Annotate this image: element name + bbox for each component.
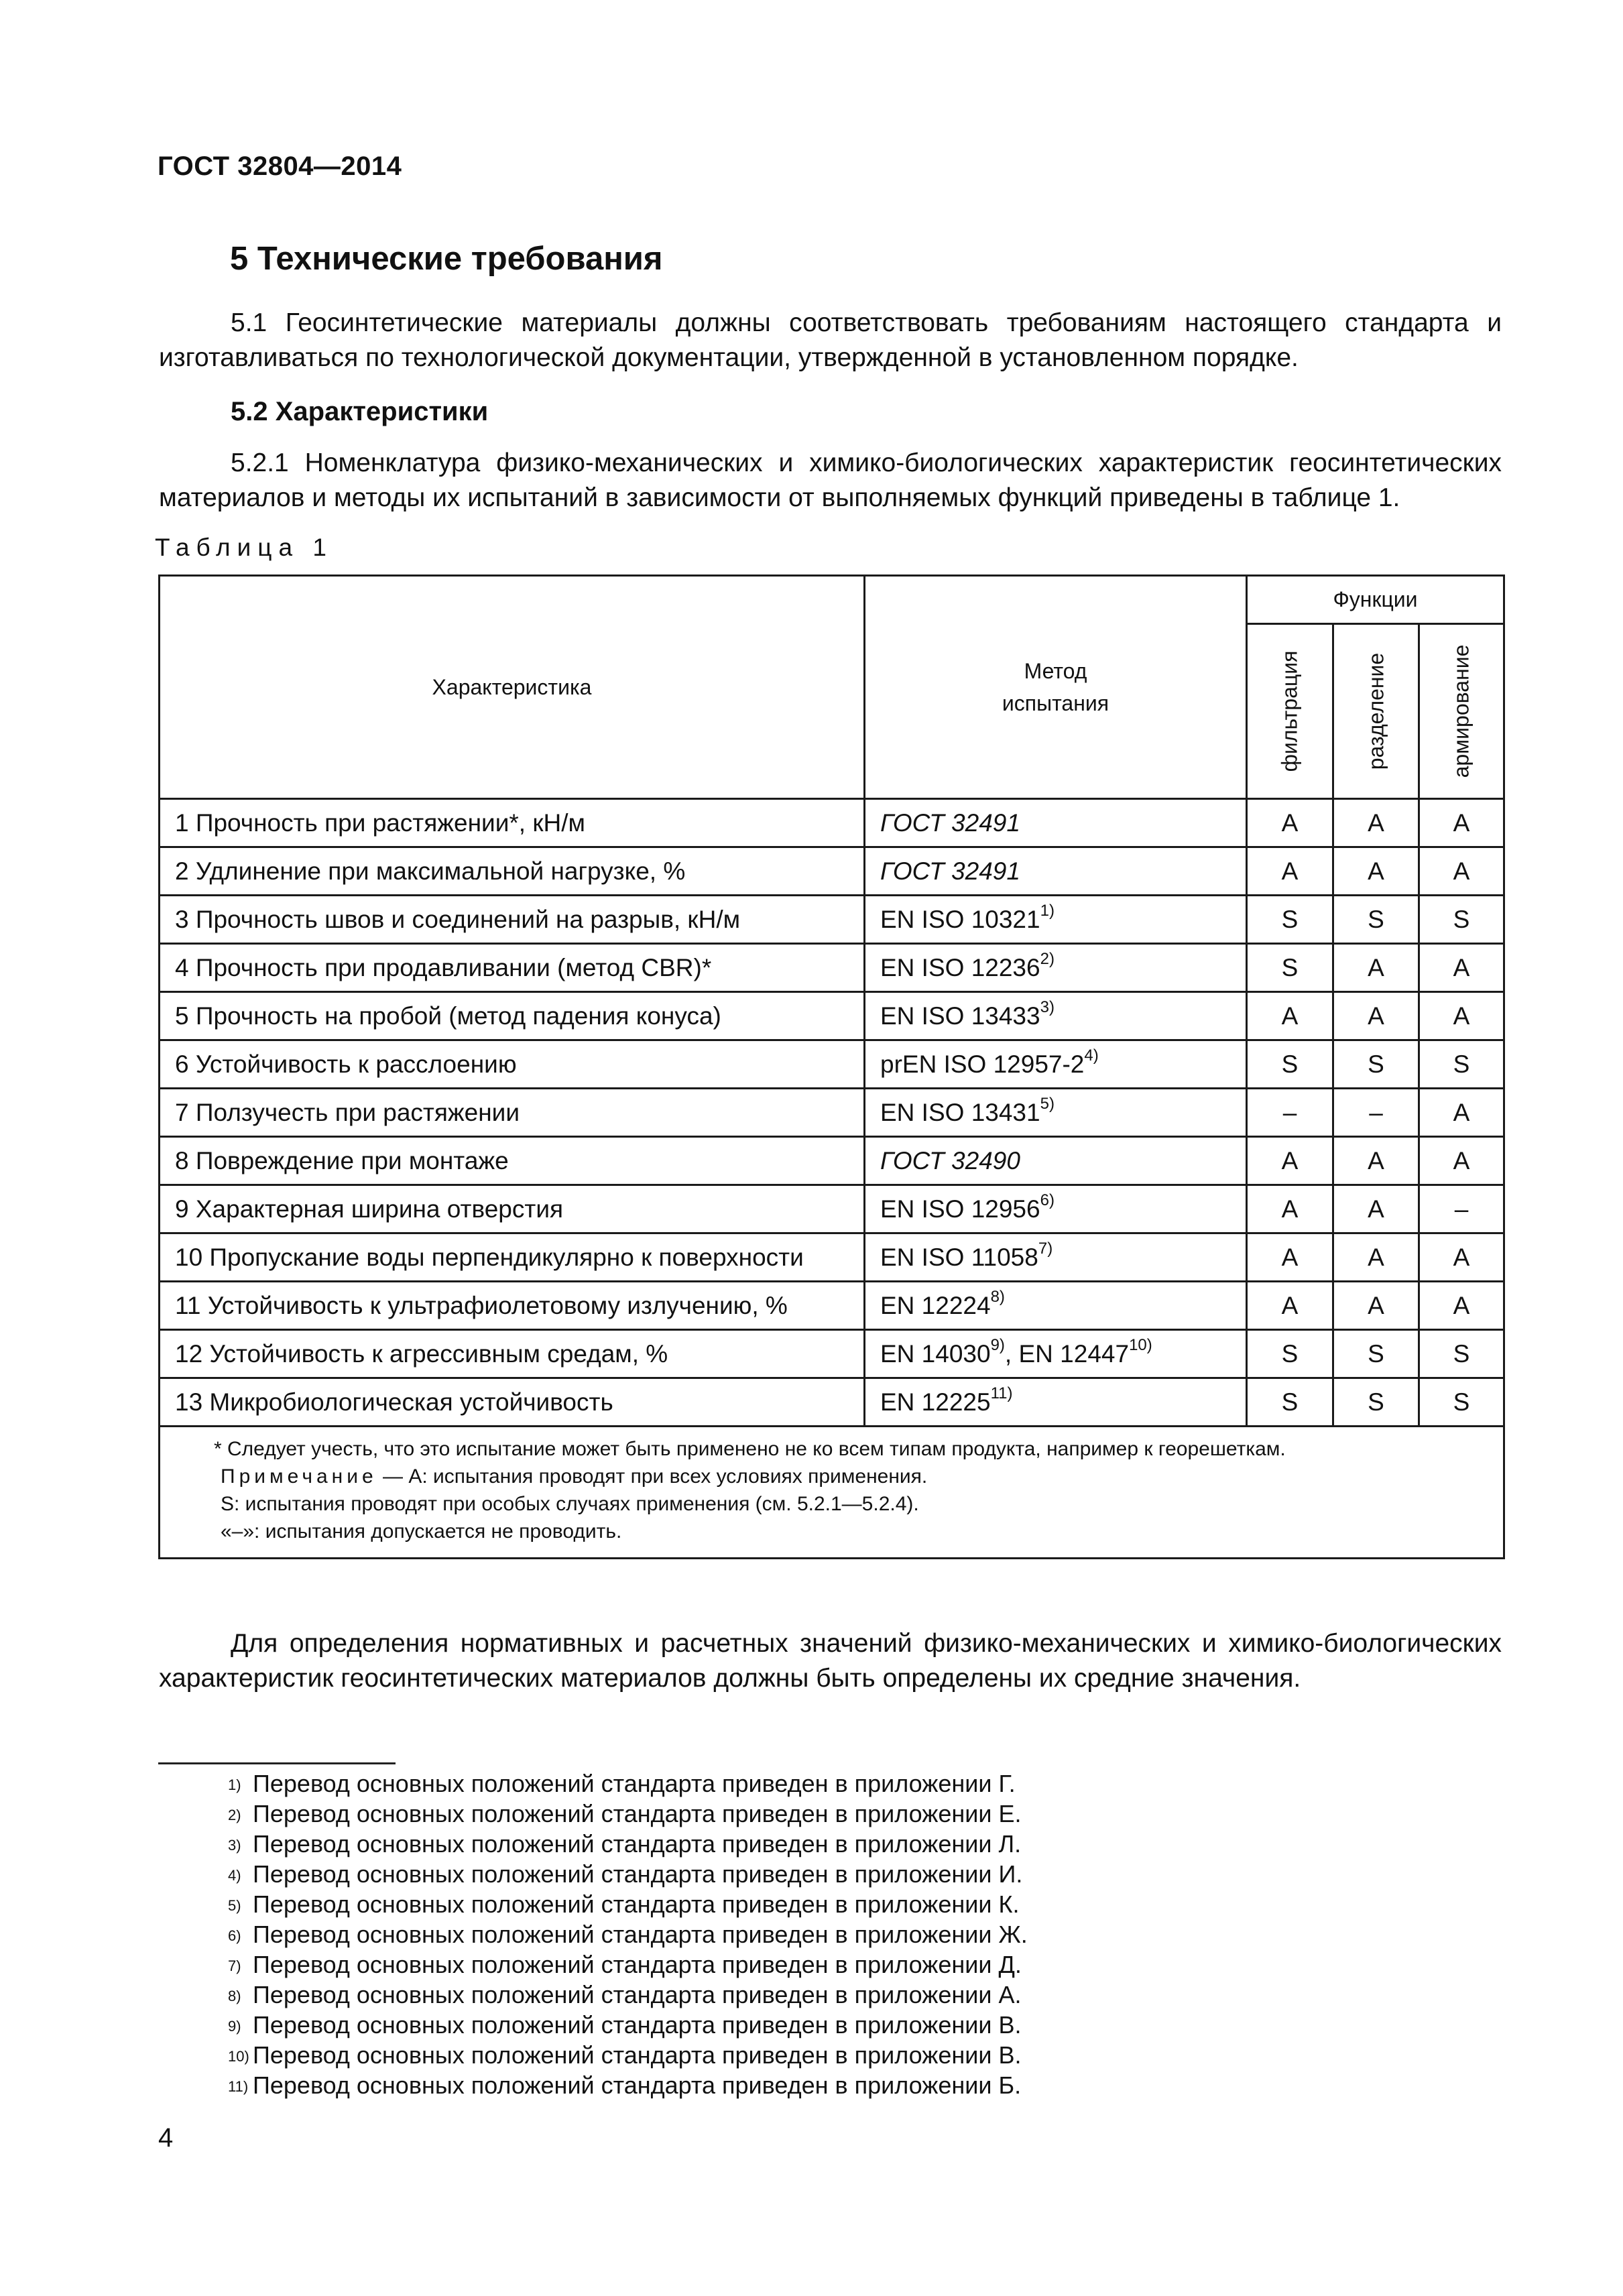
table-body <box>160 799 1504 1427</box>
cell-method <box>865 944 1247 992</box>
method-footnote-ref: 9) <box>990 1336 1005 1355</box>
cell-separation: А <box>1333 799 1419 847</box>
table-row <box>160 1330 1504 1378</box>
footnote-number: 8) <box>228 1988 241 2004</box>
cell-filtration: – <box>1247 1089 1333 1137</box>
cell-method <box>865 799 1247 847</box>
cell-reinforcement: А <box>1419 1137 1504 1185</box>
cell-characteristic: 9 Характерная ширина отверстия <box>160 1185 865 1233</box>
footnote-item <box>228 2010 1028 2040</box>
method-footnote-ref: 8) <box>990 1288 1005 1307</box>
footnote-text: Перевод основных положений стандарта приведен в приложении В. <box>253 2011 1022 2039</box>
subsection-title: 5.2 Характеристики <box>231 397 489 426</box>
method-text: ГОСТ 32490 <box>880 1146 1020 1174</box>
cell-reinforcement: S <box>1419 1378 1504 1427</box>
footnote-item <box>228 1829 1028 1859</box>
method-footnote-ref: 3) <box>1040 998 1055 1017</box>
footnote-text: Перевод основных положений стандарта приведен в приложении Б. <box>253 2071 1022 2099</box>
cell-characteristic: 7 Ползучесть при растяжении <box>160 1089 865 1137</box>
footnote-text: Перевод основных положений стандарта приведен в приложении Е. <box>253 1800 1022 1827</box>
footnote-item <box>228 1889 1028 1919</box>
cell-reinforcement: – <box>1419 1185 1504 1233</box>
method-text: ГОСТ 32491 <box>880 808 1020 837</box>
method-text: EN ISO 10321 <box>880 905 1040 933</box>
cell-separation: А <box>1333 1233 1419 1282</box>
cell-filtration: А <box>1247 992 1333 1040</box>
footnote-text: Перевод основных положений стандарта приведен в приложении В. <box>253 2041 1022 2069</box>
cell-characteristic: 4 Прочность при продавливании (метод CBR)* <box>160 944 865 992</box>
footnote-item <box>228 1768 1028 1799</box>
cell-filtration: S <box>1247 1040 1333 1089</box>
method-text: EN 12224 <box>880 1291 991 1319</box>
header-filtration <box>1247 624 1333 799</box>
cell-separation: S <box>1333 1378 1419 1427</box>
method-footnote-ref: 1) <box>1040 902 1055 920</box>
footnote-number: 11) <box>228 2078 249 2095</box>
footnote-number: 5) <box>228 1897 241 1914</box>
table-row <box>160 992 1504 1040</box>
header-method-line2: испытания <box>1002 691 1109 715</box>
method-text: EN 12225 <box>880 1388 991 1416</box>
footnote-item <box>228 1799 1028 1829</box>
method-text: EN ISO 12956 <box>880 1195 1040 1223</box>
cell-filtration: А <box>1247 799 1333 847</box>
table-label: Таблица 1 <box>155 534 333 561</box>
header-separation <box>1333 624 1419 799</box>
cell-characteristic: 3 Прочность швов и соединений на разрыв, кН/м <box>160 896 865 944</box>
method-text: prEN ISO 12957-2 <box>880 1050 1085 1078</box>
cell-characteristic: 1 Прочность при растяжении*, кН/м <box>160 799 865 847</box>
table-row <box>160 847 1504 896</box>
method-text: EN ISO 11058 <box>880 1243 1038 1271</box>
footnote-number: 4) <box>228 1867 241 1884</box>
footnote-item <box>228 1980 1028 2010</box>
cell-method <box>865 1378 1247 1427</box>
cell-separation: А <box>1333 944 1419 992</box>
cell-reinforcement: А <box>1419 847 1504 896</box>
cell-method <box>865 847 1247 896</box>
footnote-text: Перевод основных положений стандарта приведен в приложении И. <box>253 1860 1023 1888</box>
method-text: EN ISO 13431 <box>880 1098 1040 1126</box>
method-text: ГОСТ 32491 <box>880 857 1020 885</box>
cell-separation: А <box>1333 847 1419 896</box>
header-separation-text: разделение <box>1364 652 1388 770</box>
cell-reinforcement: S <box>1419 896 1504 944</box>
cell-characteristic: 5 Прочность на пробой (метод падения конуса) <box>160 992 865 1040</box>
cell-filtration: А <box>1247 1137 1333 1185</box>
table-notes <box>160 1427 1504 1559</box>
table-row <box>160 1089 1504 1137</box>
note-dash: «–»: испытания допускается не проводить. <box>221 1520 622 1543</box>
header-method <box>865 576 1247 799</box>
paragraph-5-1-text: 5.1 Геосинтетические материалы должны соответствовать требованиям настоящего стандарта и изготавливаться по технологической документации, утвержденной в установленном порядке. <box>159 308 1502 372</box>
footnote-number: 9) <box>228 2018 241 2035</box>
header-characteristic: Характеристика <box>160 576 865 799</box>
footnotes <box>228 1768 1028 2100</box>
paragraph-5-2-1 <box>159 446 1502 516</box>
table-row <box>160 944 1504 992</box>
cell-characteristic: 10 Пропускание воды перпендикулярно к поверхности <box>160 1233 865 1282</box>
cell-reinforcement: А <box>1419 1282 1504 1330</box>
cell-filtration: А <box>1247 1185 1333 1233</box>
method-footnote-ref: 5) <box>1040 1095 1055 1113</box>
cell-filtration: А <box>1247 1282 1333 1330</box>
method-text: EN 14030 <box>880 1339 991 1368</box>
method-footnote-ref: 4) <box>1084 1046 1099 1065</box>
footnote-text: Перевод основных положений стандарта приведен в приложении А. <box>253 1981 1022 2008</box>
footnote-number: 10) <box>228 2048 249 2065</box>
cell-reinforcement: А <box>1419 1233 1504 1282</box>
cell-method <box>865 992 1247 1040</box>
cell-method <box>865 1040 1247 1089</box>
header-reinforcement-text: армирование <box>1449 644 1474 778</box>
footnote-item <box>228 1949 1028 1980</box>
header-reinforcement <box>1419 624 1504 799</box>
cell-characteristic: 6 Устойчивость к расслоению <box>160 1040 865 1089</box>
cell-separation: S <box>1333 896 1419 944</box>
footnote-number: 3) <box>228 1837 241 1854</box>
paragraph-after-table <box>159 1626 1502 1696</box>
table-row <box>160 896 1504 944</box>
cell-separation: А <box>1333 1185 1419 1233</box>
footnote-text: Перевод основных положений стандарта приведен в приложении Д. <box>253 1951 1022 1978</box>
method-footnote-ref: 2) <box>1040 950 1055 969</box>
cell-separation: А <box>1333 992 1419 1040</box>
cell-reinforcement: А <box>1419 992 1504 1040</box>
note-s: S: испытания проводят при особых случаях применения (см. 5.2.1—5.2.4). <box>221 1493 919 1515</box>
method-footnote-ref: 11) <box>990 1384 1013 1403</box>
cell-method <box>865 1185 1247 1233</box>
table-row <box>160 1137 1504 1185</box>
header-filtration-text: фильтрация <box>1277 650 1302 772</box>
cell-method <box>865 896 1247 944</box>
cell-characteristic: 8 Повреждение при монтаже <box>160 1137 865 1185</box>
cell-filtration: А <box>1247 1233 1333 1282</box>
page-number: 4 <box>158 2123 174 2153</box>
section-title: 5 Технические требования <box>230 241 663 277</box>
note-asterisk: * Следует учесть, что это испытание может быть применено не ко всем типам продукта, например к георешеткам. <box>214 1438 1286 1460</box>
footnote-item <box>228 1919 1028 1949</box>
cell-characteristic: 2 Удлинение при максимальной нагрузке, % <box>160 847 865 896</box>
cell-separation: А <box>1333 1282 1419 1330</box>
cell-filtration: S <box>1247 1330 1333 1378</box>
cell-reinforcement: А <box>1419 944 1504 992</box>
cell-filtration: S <box>1247 1378 1333 1427</box>
characteristics-table <box>158 575 1505 1559</box>
footnote-number: 2) <box>228 1807 241 1823</box>
method-footnote-ref: 7) <box>1038 1240 1053 1258</box>
footnote-separator <box>158 1762 396 1764</box>
cell-separation: – <box>1333 1089 1419 1137</box>
footnote-item <box>228 2040 1028 2070</box>
paragraph-5-1 <box>159 306 1502 375</box>
method-text: EN ISO 13433 <box>880 1002 1040 1030</box>
method-text: EN ISO 12236 <box>880 953 1040 981</box>
footnote-number: 1) <box>228 1776 241 1793</box>
table-row <box>160 1378 1504 1427</box>
method-footnote-ref: 6) <box>1040 1191 1055 1210</box>
footnote-number: 7) <box>228 1957 241 1974</box>
header-method-line1: Метод <box>1024 659 1087 683</box>
cell-method <box>865 1233 1247 1282</box>
header-functions: Функции <box>1247 576 1504 624</box>
cell-characteristic: 11 Устойчивость к ультрафиолетовому излучению, % <box>160 1282 865 1330</box>
table-row <box>160 1282 1504 1330</box>
footnote-item <box>228 1859 1028 1889</box>
cell-reinforcement: S <box>1419 1040 1504 1089</box>
method-text-2: , EN 12447 <box>1004 1339 1130 1368</box>
cell-filtration: А <box>1247 847 1333 896</box>
footnote-number: 6) <box>228 1927 241 1944</box>
cell-separation: А <box>1333 1137 1419 1185</box>
note-word: Примечание <box>221 1465 377 1488</box>
cell-filtration: S <box>1247 944 1333 992</box>
cell-method <box>865 1330 1247 1378</box>
cell-method <box>865 1137 1247 1185</box>
footnote-item <box>228 2070 1028 2100</box>
cell-characteristic: 12 Устойчивость к агрессивным средам, % <box>160 1330 865 1378</box>
table-row <box>160 799 1504 847</box>
cell-reinforcement: А <box>1419 1089 1504 1137</box>
table-row <box>160 1185 1504 1233</box>
footnote-text: Перевод основных положений стандарта приведен в приложении Ж. <box>253 1921 1028 1948</box>
footnote-text: Перевод основных положений стандарта приведен в приложении Л. <box>253 1830 1022 1858</box>
cell-reinforcement: S <box>1419 1330 1504 1378</box>
cell-separation: S <box>1333 1330 1419 1378</box>
method-footnote-ref-2: 10) <box>1129 1336 1152 1355</box>
cell-reinforcement: А <box>1419 799 1504 847</box>
cell-characteristic: 13 Микробиологическая устойчивость <box>160 1378 865 1427</box>
footnote-text: Перевод основных положений стандарта приведен в приложении Г. <box>253 1770 1016 1797</box>
paragraph-after-table-text: Для определения нормативных и расчетных значений физико-механических и химико-биологических характеристик геосинтетических материалов должны быть определены их средние значения. <box>159 1629 1502 1693</box>
note-general <box>214 1463 1503 1490</box>
cell-method <box>865 1282 1247 1330</box>
note-a: — А: испытания проводят при всех условиях применения. <box>377 1465 928 1488</box>
paragraph-5-2-1-text: 5.2.1 Номенклатура физико-механических и химико-биологических характеристик геосинтетических материалов и методы их испытаний в зависимости от выполняемых функций приведены в таблице 1. <box>159 448 1502 512</box>
cell-filtration: S <box>1247 896 1333 944</box>
cell-method <box>865 1089 1247 1137</box>
table-row <box>160 1233 1504 1282</box>
cell-separation: S <box>1333 1040 1419 1089</box>
table-row <box>160 1040 1504 1089</box>
document-code: ГОСТ 32804—2014 <box>158 152 402 181</box>
footnote-text: Перевод основных положений стандарта приведен в приложении К. <box>253 1890 1020 1918</box>
